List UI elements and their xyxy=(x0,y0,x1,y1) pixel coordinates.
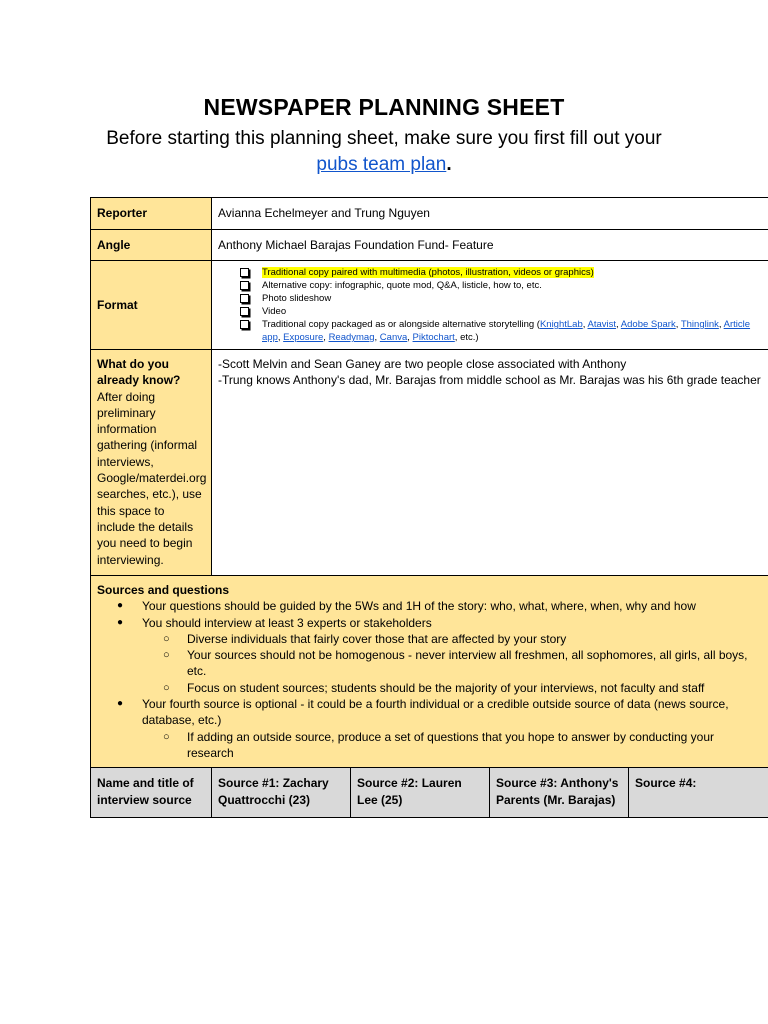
know-label-instructions: After doing preliminary information gathering (informal interviews, Google/materdei.org searches, etc.), use this space to include the details you need to begin interviewing. xyxy=(97,389,207,567)
interview-source-label: Name and title of interview source xyxy=(91,768,212,818)
source-1-header: Source #1: Zachary Quattrocchi (23) xyxy=(212,768,351,818)
article-app-link[interactable]: Article app xyxy=(262,319,751,343)
guideline-item: ● Your fourth source is optional - it could be a fourth individual or a credible outside source of data (news source, database, etc.) xyxy=(97,696,762,729)
sources-heading: Sources and questions xyxy=(97,583,230,597)
checkbox-icon[interactable] xyxy=(240,268,249,277)
checkbox-icon[interactable] xyxy=(240,307,249,316)
thinglink-link[interactable]: Thinglink xyxy=(680,319,719,330)
sources-instructions xyxy=(91,576,768,768)
atavist-link[interactable]: Atavist xyxy=(587,319,617,330)
reporter-row xyxy=(91,198,768,230)
reporter-value[interactable]: Avianna Echelmeyer and Trung Nguyen xyxy=(212,198,768,230)
format-row xyxy=(91,261,768,350)
format-option-multimedia[interactable]: Traditional copy paired with multimedia (photos, illustration, videos or graphics) xyxy=(240,266,762,279)
pubs-team-plan-link[interactable]: pubs team plan xyxy=(316,154,447,175)
know-line-1: -Scott Melvin and Sean Ganey are two people close associated with Anthony xyxy=(218,357,627,371)
guideline-item: ● Your questions should be guided by the 5Ws and 1H of the story: who, what, where, when, why and how xyxy=(97,598,762,614)
checkbox-icon[interactable] xyxy=(240,294,249,303)
angle-row xyxy=(91,230,768,261)
piktochart-link[interactable]: Piktochart xyxy=(412,332,455,343)
guideline-item: ● You should interview at least 3 experts or stakeholders xyxy=(97,615,762,631)
readymag-link[interactable]: Readymag xyxy=(328,332,375,343)
format-option-list xyxy=(218,266,762,344)
canva-link[interactable]: Canva xyxy=(379,332,408,343)
guideline-subitem: ○ Your sources should not be homogenous - never interview all freshmen, all sophomores, all girls, all boys, etc. xyxy=(97,647,762,680)
checkbox-icon[interactable] xyxy=(240,281,249,290)
intro-text-before: Before starting this planning sheet, make sure you first fill out your xyxy=(106,128,662,149)
intro-text xyxy=(90,126,678,178)
format-options xyxy=(212,261,768,350)
source-4-header: Source #4: xyxy=(629,768,768,818)
intro-period: . xyxy=(446,154,452,175)
know-row xyxy=(91,350,768,576)
sources-row xyxy=(91,576,768,768)
format-option-slideshow[interactable]: Photo slideshow xyxy=(240,292,762,305)
know-label xyxy=(91,350,212,576)
interview-source-header-row xyxy=(91,768,768,818)
reporter-label: Reporter xyxy=(91,198,212,230)
guideline-subitem: ○ Focus on student sources; students should be the majority of your interviews, not faculty and staff xyxy=(97,680,762,696)
guideline-subitem: ○ Diverse individuals that fairly cover those that are affected by your story xyxy=(97,631,762,647)
sources-guidelines xyxy=(97,598,762,761)
source-2-header: Source #2: Lauren Lee (25) xyxy=(351,768,490,818)
know-line-2: -Trung knows Anthony's dad, Mr. Barajas from middle school as Mr. Barajas was his 6th grade teacher xyxy=(218,373,761,388)
angle-label: Angle xyxy=(91,230,212,261)
angle-value[interactable]: Anthony Michael Barajas Foundation Fund- Feature xyxy=(212,230,768,261)
source-3-header: Source #3: Anthony's Parents (Mr. Barajas) xyxy=(490,768,629,818)
page-title: NEWSPAPER PLANNING SHEET xyxy=(203,94,565,120)
know-label-heading: What do you already know? xyxy=(97,357,181,388)
format-option-storytelling[interactable]: Traditional copy packaged as or alongside alternative storytelling (KnightLab, Atavist, Adobe Spark, Thinglink, Article app, Exposure, Readymag, Canva, Piktochart, etc.) xyxy=(240,318,762,344)
know-value[interactable] xyxy=(212,350,768,576)
checkbox-icon[interactable] xyxy=(240,320,249,329)
format-option-alternative[interactable]: Alternative copy: infographic, quote mod, Q&A, listicle, how to, etc. xyxy=(240,279,762,292)
knightlab-link[interactable]: KnightLab xyxy=(539,319,583,330)
adobe-spark-link[interactable]: Adobe Spark xyxy=(620,319,676,330)
planning-table xyxy=(90,197,768,818)
format-option-video[interactable]: Video xyxy=(240,305,762,318)
format-label: Format xyxy=(91,261,212,350)
exposure-link[interactable]: Exposure xyxy=(283,332,324,343)
guideline-subitem: ○ If adding an outside source, produce a set of questions that you hope to answer by conducting your research xyxy=(97,729,762,762)
